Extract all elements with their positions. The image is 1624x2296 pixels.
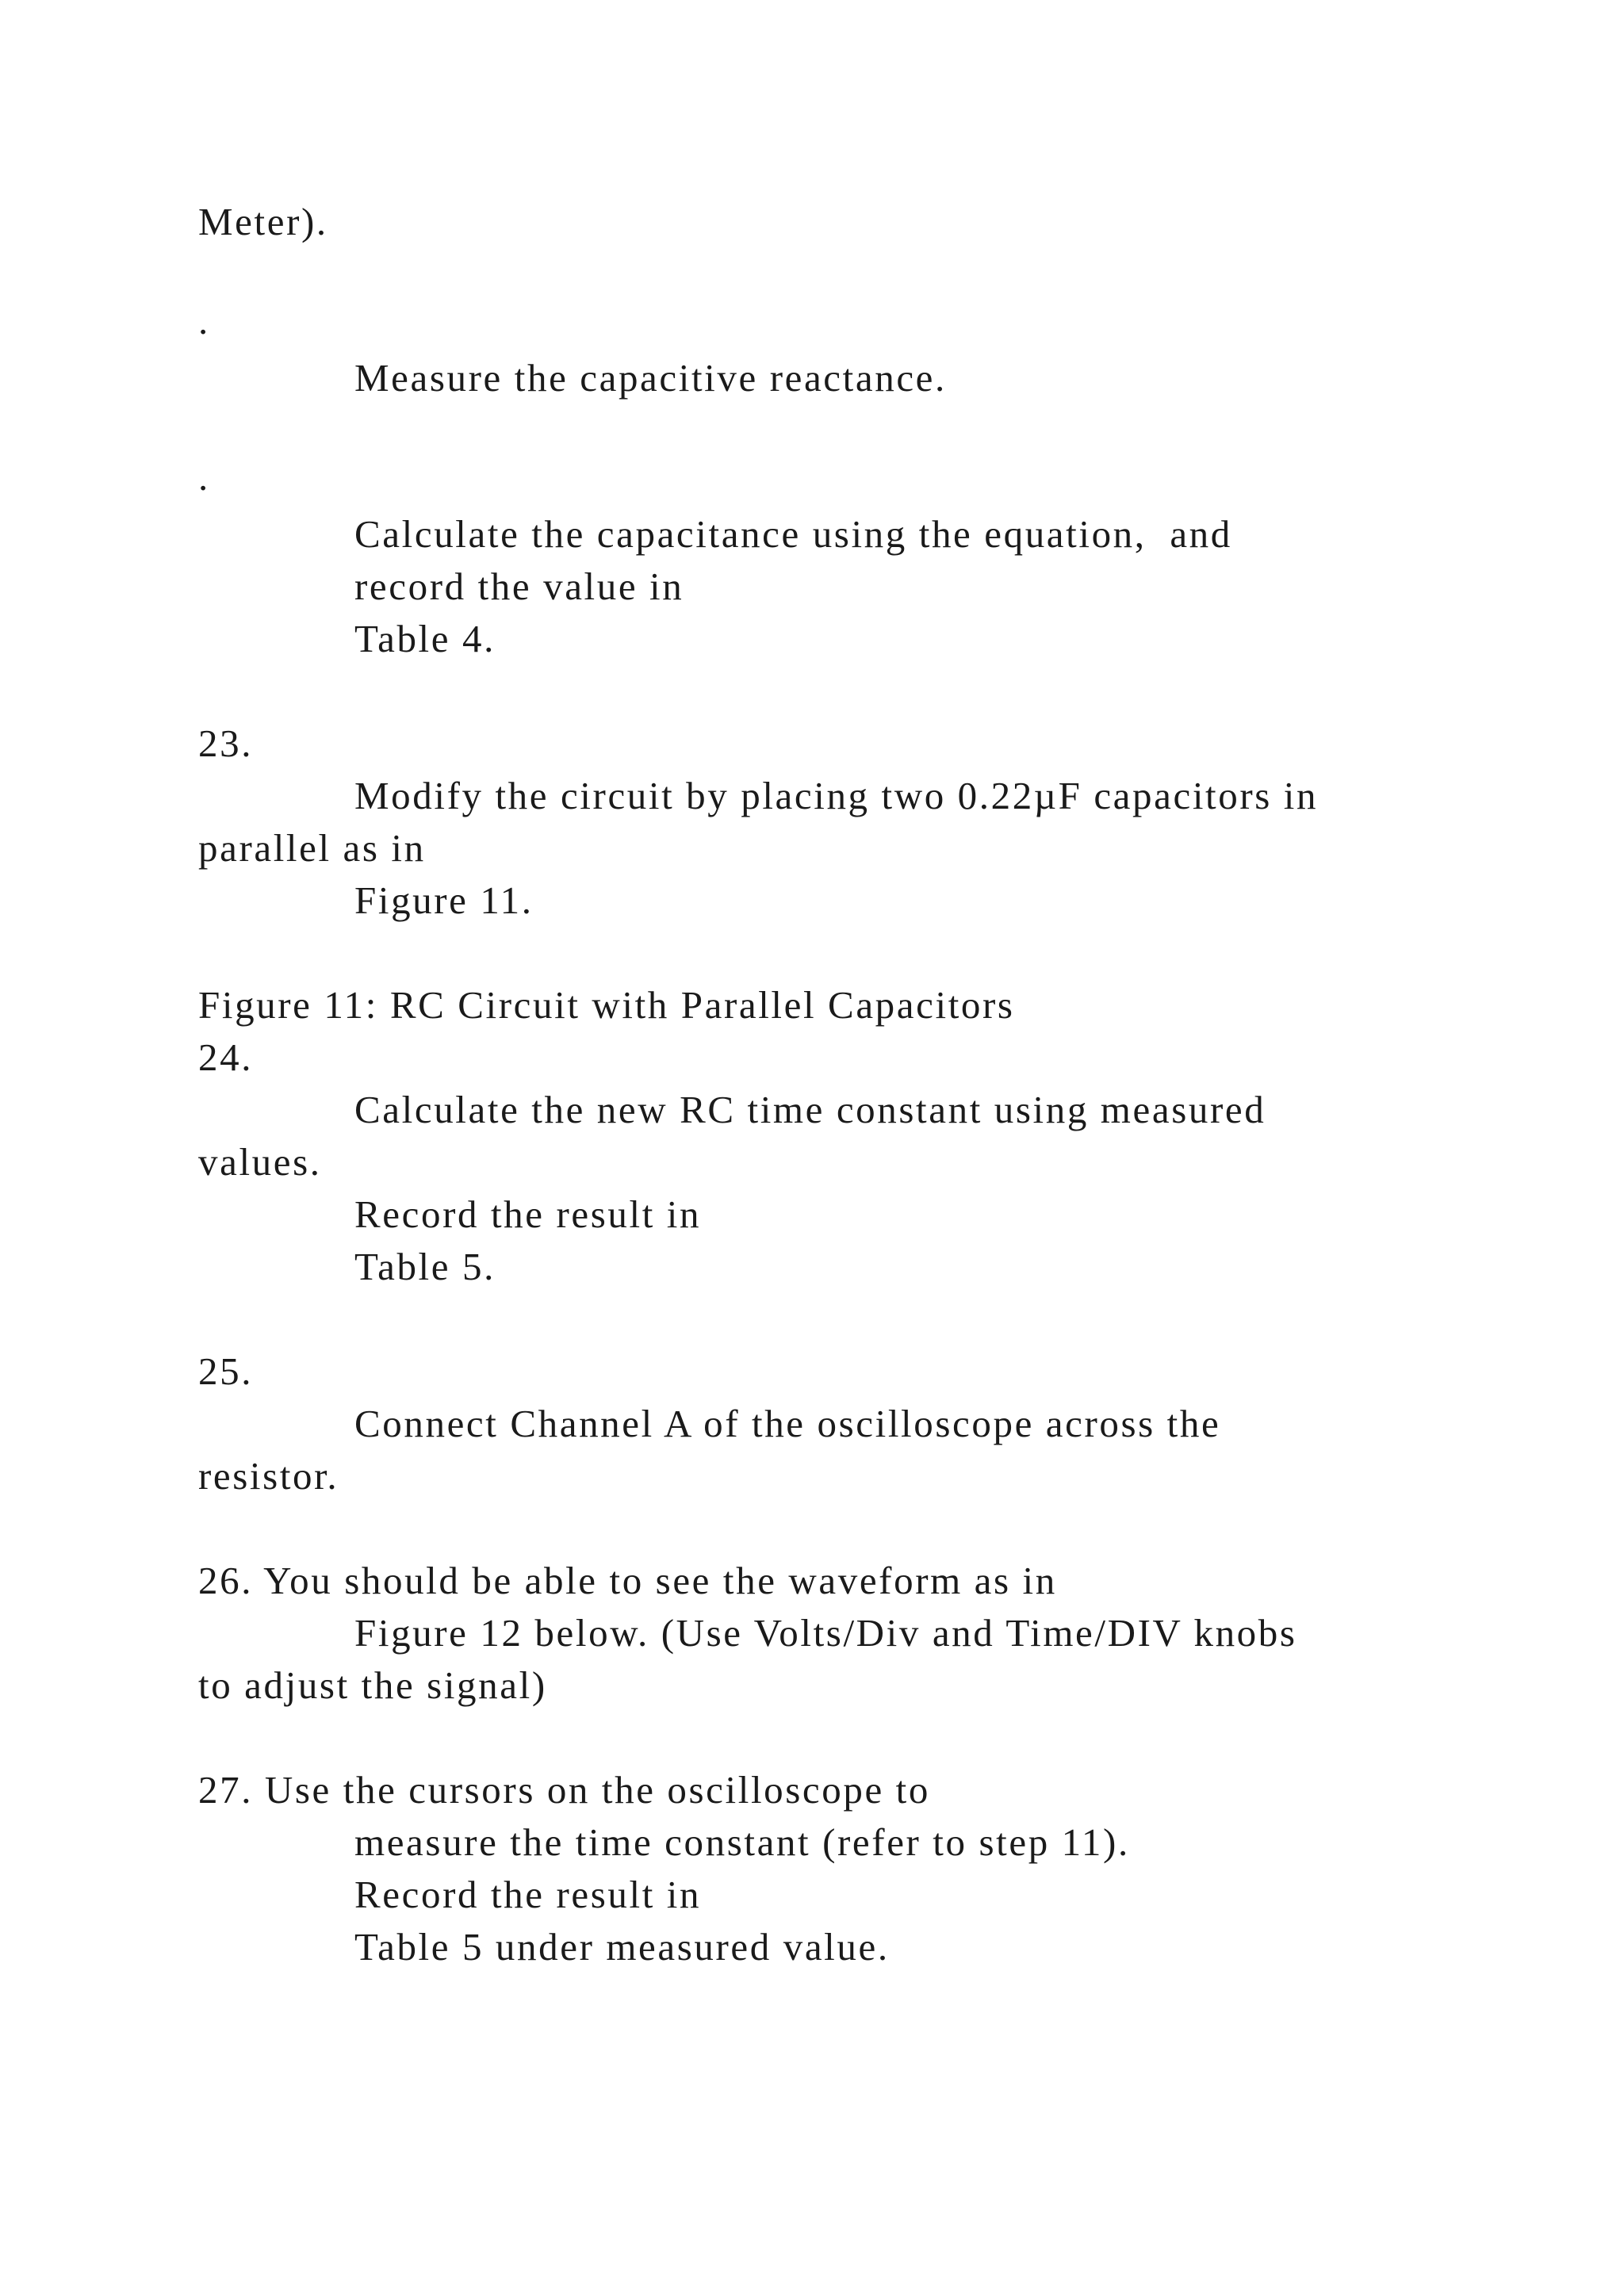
text-line-bullet-2: . [198,455,210,499]
text-line-figure-11: Figure 11. [354,878,534,922]
text-line-record-value: record the value in [354,564,684,608]
text-line-bullet-1: . [198,299,210,342]
text-line-step-26: 26. You should be able to see the waveform as in [198,1559,1057,1602]
step-number-23: 23. [198,721,254,765]
text-line-adjust-signal: to adjust the signal) [198,1663,547,1707]
text-line-connect-channel: Connect Channel A of the oscilloscope across the [354,1402,1221,1445]
text-line-figure-12: Figure 12 below. (Use Volts/Div and Time/DIV knobs [354,1611,1297,1655]
figure-11-caption: Figure 11: RC Circuit with Parallel Capacitors [198,983,1015,1027]
text-line-calculate-rc: Calculate the new RC time constant using measured [354,1088,1266,1131]
text-line-calculate-capacitance: Calculate the capacitance using the equation, and [354,512,1232,556]
text-line-measure-reactance: Measure the capacitive reactance. [354,356,947,400]
text-line-parallel-as-in: parallel as in [198,826,426,870]
text-line-modify-circuit: Modify the circuit by placing two 0.22µF capacitors in [354,774,1319,817]
text-line-record-result-1: Record the result in [354,1192,702,1236]
text-line-table-5: Table 5. [354,1245,496,1288]
text-line-table-4: Table 4. [354,617,496,660]
text-line-step-27: 27. Use the cursors on the oscilloscope to [198,1768,930,1812]
text-line-record-result-2: Record the result in [354,1873,702,1916]
step-number-25: 25. [198,1349,254,1393]
text-line-table-5-measured: Table 5 under measured value. [354,1925,890,1969]
text-line-meter: Meter). [198,200,328,243]
text-line-values: values. [198,1140,322,1184]
step-number-24: 24. [198,1035,254,1079]
text-line-measure-time-constant: measure the time constant (refer to step 11). [354,1820,1130,1864]
text-line-resistor: resistor. [198,1454,339,1498]
